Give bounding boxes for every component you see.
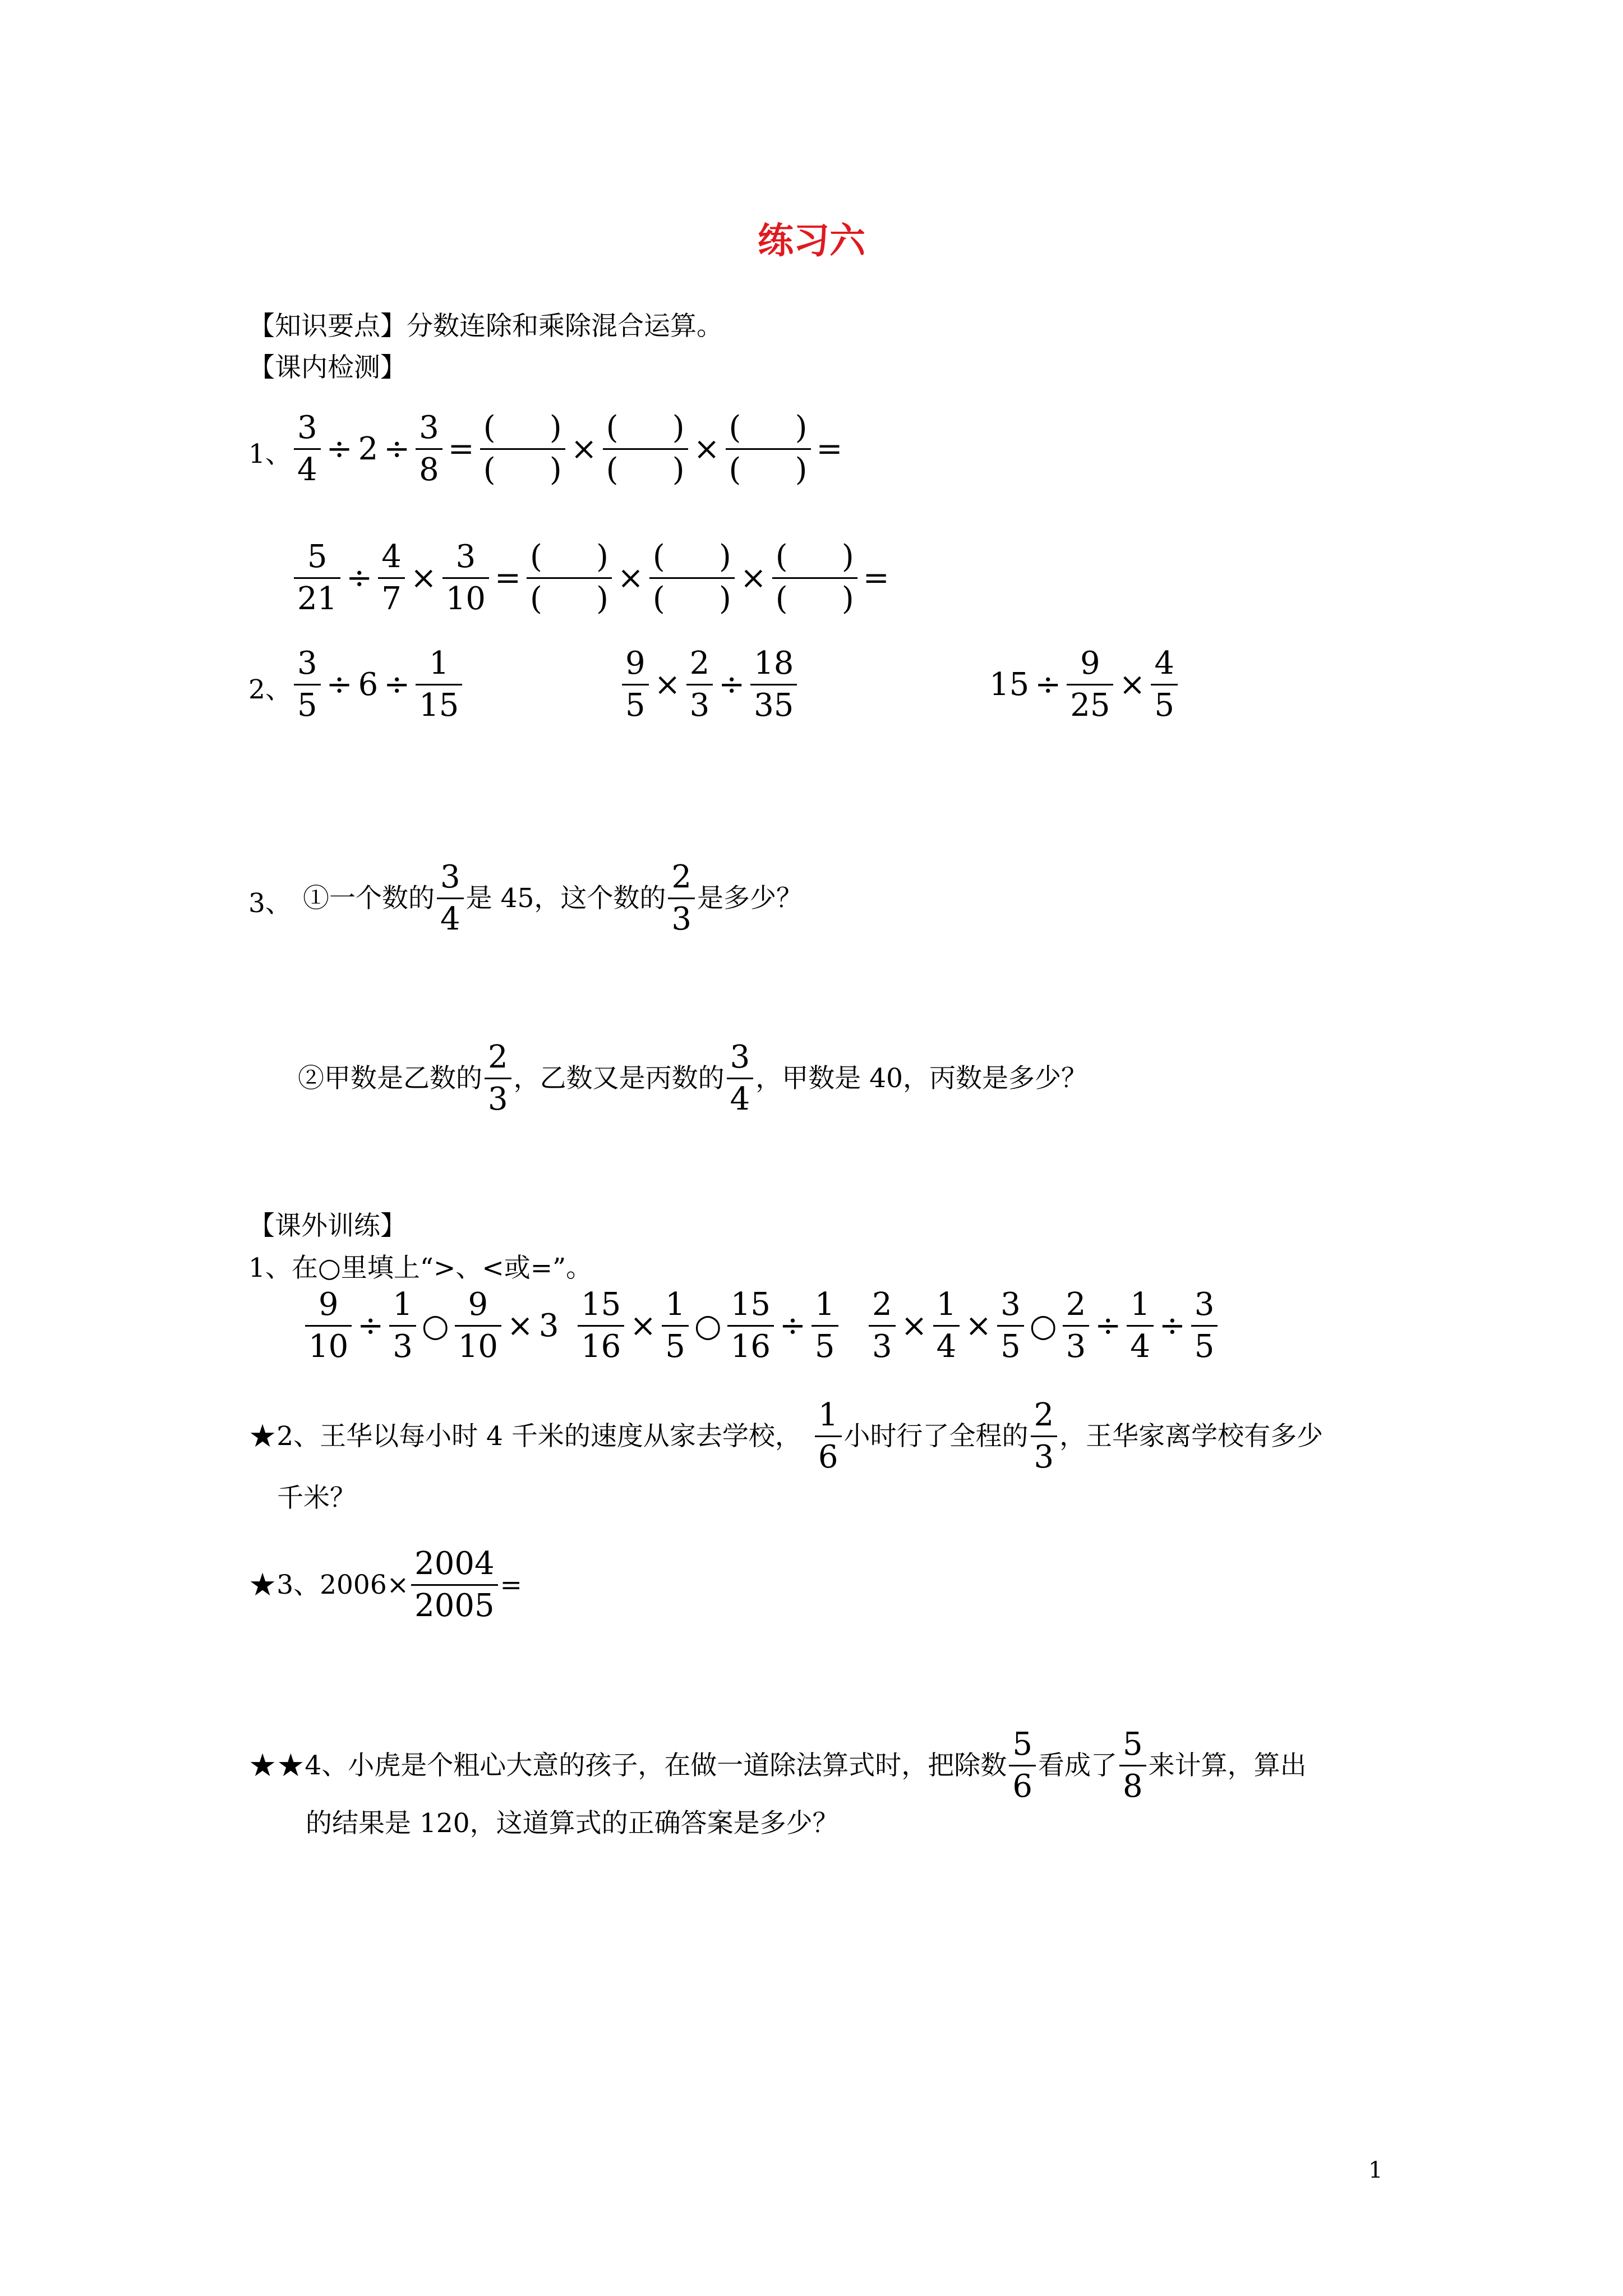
o4-question [248,1728,1307,1803]
compare-circle[interactable]: ○ [1029,1308,1057,1344]
fraction: $\frac{2004}{2005}$ [411,1547,498,1623]
multiply-sign: × [506,1308,533,1344]
fraction: $\frac{3}{4}$ [294,411,321,487]
q1-label: 1、 [248,439,292,470]
number: 6 [358,666,379,703]
blank-fraction[interactable]: ( ) ( ) [527,540,612,616]
section-extracurricular: 【课外训练】 [248,1211,407,1241]
multiply-sign: × [740,560,767,596]
question-text: ①一个数的 [303,882,435,914]
number: 2 [358,431,379,467]
divide-sign: ÷ [384,431,411,467]
q2c-expression [987,647,1180,723]
fraction: $\frac{2}{3}$ [686,647,713,723]
number: 15 [989,666,1030,703]
question-text: 来计算，算出 [1148,1750,1307,1781]
multiply-sign: × [901,1308,928,1344]
blank-fraction[interactable]: ( ) ( ) [772,540,857,616]
fraction: $\frac{3}{4}$ [437,861,464,936]
divide-sign: ÷ [326,666,353,703]
equals-sign: = [448,431,474,467]
divide-sign: ÷ [1159,1308,1186,1344]
blank-fraction[interactable]: ( ) ( ) [480,411,565,487]
question-text: ，乙数又是丙数的 [513,1062,725,1094]
question-text: 2、王华以每小时 4 千米的速度从家去学校， [276,1420,801,1452]
divide-sign: ÷ [384,666,411,703]
fraction: $\frac{2}{3}$ [1031,1398,1058,1474]
fraction: $\frac{1}{6}$ [815,1398,842,1474]
fraction: $\frac{1}{4}$ [1127,1288,1154,1364]
fraction: $\frac{4}{7}$ [378,540,405,616]
q3a-question [303,861,803,936]
fraction: $\frac{2}{3}$ [668,861,695,936]
multiply-sign: × [570,431,597,467]
page-number: 1 [1368,2157,1383,2183]
question-text: 看成了 [1038,1750,1117,1781]
question-text: ，王华家离学校有多少 [1059,1420,1324,1452]
multiply-sign: × [410,560,437,596]
fraction: $\frac{2}{3}$ [485,1041,511,1116]
blank-fraction[interactable]: ( ) ( ) [726,411,811,487]
q3-label: 3、 [248,888,292,919]
o1a-compare [303,1288,561,1364]
star-icon: ★ [248,1418,277,1455]
multiply-sign: × [965,1308,992,1344]
fraction: $\frac{15}{16}$ [727,1288,774,1364]
o4-question-line2: 的结果是 120，这道算式的正确答案是多少？ [306,1808,839,1839]
question-text: 小时行了全程的 [843,1420,1029,1452]
star-icon: ★ [248,1567,277,1603]
multiply-sign: × [654,666,681,703]
question-text: 4、小虎是个粗心大意的孩子，在做一道除法算式时，把除数 [305,1750,1007,1781]
fraction: $\frac{3}{5}$ [997,1288,1024,1364]
fraction: $\frac{1}{5}$ [811,1288,838,1364]
question-text: 3、2006× [276,1569,409,1600]
o1c-compare [866,1288,1220,1364]
fraction: $\frac{2}{3}$ [869,1288,896,1364]
blank-fraction[interactable]: ( ) ( ) [649,540,735,616]
q3b-question [298,1041,1087,1116]
fraction: $\frac{18}{35}$ [750,647,797,723]
fraction: $\frac{9}{10}$ [305,1288,352,1364]
q2a-expression [292,647,464,723]
fraction: $\frac{4}{5}$ [1151,647,1178,723]
fraction: $\frac{9}{10}$ [455,1288,501,1364]
o3-question [248,1547,522,1623]
fraction: $\frac{3}{8}$ [416,411,442,487]
star-icon: ★★ [248,1747,305,1784]
question-text: 是 45，这个数的 [465,882,666,914]
o2-question [248,1398,1323,1474]
divide-sign: ÷ [1095,1308,1122,1344]
o1b-compare [575,1288,841,1364]
fraction: $\frac{2}{3}$ [1063,1288,1090,1364]
q1a-expression [292,411,846,487]
compare-circle[interactable]: ○ [421,1308,449,1344]
o2-question-line2: 千米？ [277,1483,356,1513]
page-title: 练习六 [758,220,865,262]
multiply-sign: × [1119,666,1146,703]
fraction: $\frac{5}{6}$ [1009,1728,1036,1803]
equals-sign: = [495,560,521,596]
q1b-expression [292,540,893,616]
multiply-sign: × [693,431,720,467]
fraction: $\frac{1}{5}$ [662,1288,689,1364]
equals-sign: = [816,431,843,467]
question-text: = [500,1569,523,1600]
fraction: $\frac{1}{15}$ [416,647,462,723]
multiply-sign: × [630,1308,657,1344]
number: 3 [538,1308,559,1344]
divide-sign: ÷ [357,1308,384,1344]
fraction: $\frac{3}{10}$ [442,540,489,616]
question-text: ，甲数是 40，丙数是多少？ [755,1062,1088,1094]
equals-sign: = [863,560,889,596]
fraction: $\frac{15}{16}$ [578,1288,624,1364]
fraction: $\frac{1}{4}$ [933,1288,960,1364]
q2b-expression [620,647,799,723]
fraction: $\frac{9}{25}$ [1067,647,1113,723]
o1-instruction: 1、在○里填上“>、<或=”。 [248,1253,593,1283]
q2-label: 2、 [248,674,292,705]
question-text: ②甲数是乙数的 [298,1062,482,1094]
blank-fraction[interactable]: ( ) ( ) [603,411,688,487]
divide-sign: ÷ [326,431,353,467]
divide-sign: ÷ [346,560,373,596]
fraction: $\frac{3}{5}$ [294,647,321,723]
fraction: $\frac{5}{8}$ [1119,1728,1146,1803]
section-in-class: 【课内检测】 [248,352,407,383]
divide-sign: ÷ [1035,666,1062,703]
question-text: 是多少？ [697,882,803,914]
divide-sign: ÷ [718,666,745,703]
fraction: $\frac{3}{4}$ [727,1041,754,1116]
multiply-sign: × [617,560,644,596]
fraction: $\frac{9}{5}$ [622,647,649,723]
fraction: $\frac{5}{21}$ [294,540,340,616]
divide-sign: ÷ [779,1308,806,1344]
knowledge-points: 【知识要点】分数连除和乘除混合运算。 [248,311,723,342]
compare-circle[interactable]: ○ [694,1308,722,1344]
fraction: $\frac{1}{3}$ [389,1288,416,1364]
fraction: $\frac{3}{5}$ [1191,1288,1218,1364]
